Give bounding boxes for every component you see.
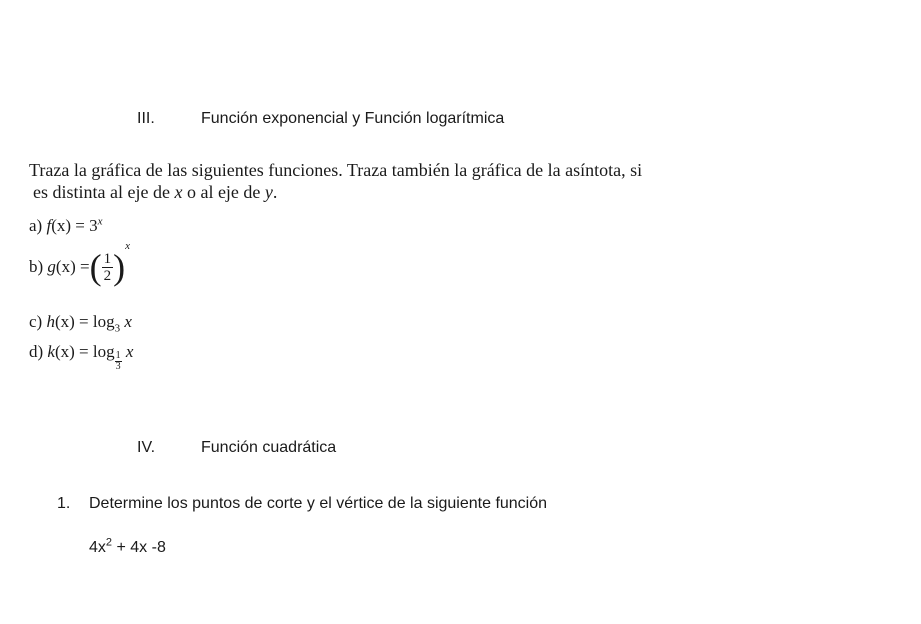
expression-rest: + 4x -8	[112, 539, 166, 556]
item-label: c)	[29, 312, 43, 331]
function-item-c	[29, 312, 132, 335]
function-arg: (x)	[51, 216, 72, 235]
expression-term: 4x	[89, 539, 106, 556]
function-name: h	[46, 312, 55, 331]
function-arg: (x)	[55, 257, 76, 277]
function-eq: = log	[74, 312, 115, 331]
function-item-a	[29, 216, 103, 236]
variable-x: x	[174, 182, 183, 202]
log-base-fraction	[115, 351, 122, 372]
variable-y: y	[264, 182, 273, 202]
quadratic-expression	[89, 536, 166, 557]
function-variable: x	[124, 312, 132, 331]
function-name: f	[46, 216, 52, 235]
section-number: IV.	[137, 439, 156, 456]
expression-exponent: 2	[105, 536, 113, 549]
instructions-line-2	[33, 182, 277, 202]
function-eq: = log	[74, 342, 115, 361]
function-variable: x	[125, 342, 134, 361]
item-label: d)	[29, 342, 44, 361]
instructions-line-1: Traza la gráfica de las siguientes funciones. Traza también la gráfica de la asíntota, si	[29, 160, 643, 180]
section-number: III.	[137, 110, 155, 127]
log-base: 3	[114, 322, 121, 335]
section-title: Función cuadrática	[201, 439, 337, 456]
fraction-denominator: 2	[103, 267, 112, 284]
function-name: g	[47, 257, 56, 277]
left-paren: (	[89, 247, 102, 288]
exercise-number: 1.	[57, 495, 71, 512]
function-item-d	[29, 342, 133, 372]
instructions-text: o al eje de	[186, 182, 261, 202]
function-exponent: x	[97, 215, 103, 228]
base-numerator: 1	[115, 350, 121, 361]
instructions-period: .	[272, 182, 278, 202]
instructions-text: es distinta al eje de	[33, 182, 170, 202]
base-denominator: 3	[115, 361, 121, 372]
item-label: a)	[29, 216, 43, 235]
function-arg: (x)	[54, 312, 75, 331]
fraction	[102, 251, 114, 284]
item-label: b)	[29, 257, 44, 277]
fraction-numerator: 1	[103, 250, 112, 267]
exercise-text: Determine los puntos de corte y el vértice de la siguiente función	[89, 495, 548, 512]
section-title: Función exponencial y Función logarítmica	[201, 110, 505, 127]
function-name: k	[47, 342, 55, 361]
function-item-b	[29, 240, 130, 288]
function-eq: = 3	[71, 216, 98, 235]
right-paren: )	[113, 247, 126, 288]
function-eq: =	[75, 257, 90, 277]
function-arg: (x)	[54, 342, 75, 361]
function-exponent: x	[125, 240, 130, 252]
